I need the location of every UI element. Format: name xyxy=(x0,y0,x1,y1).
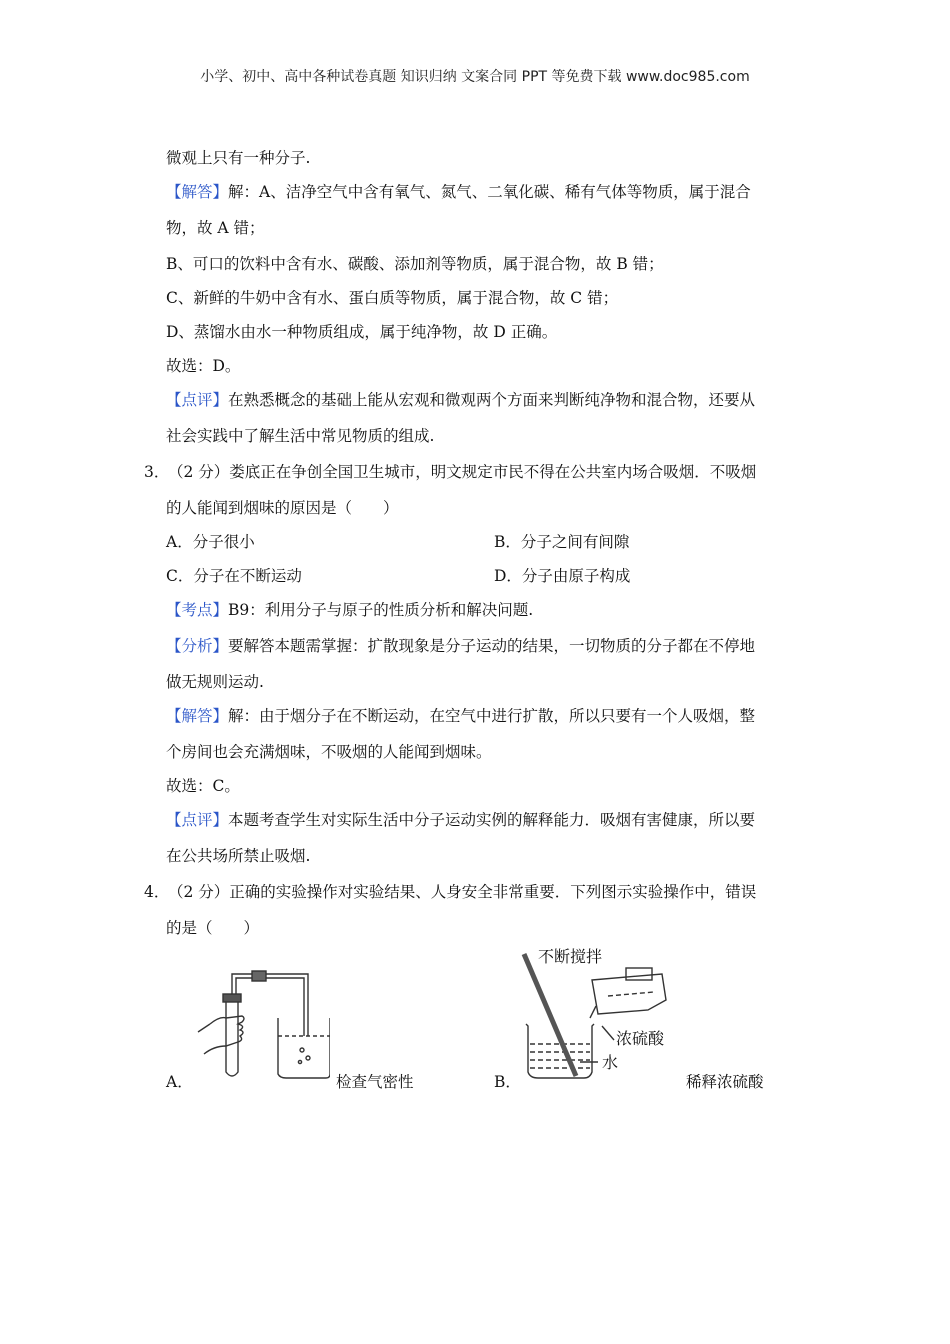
label-concentrated-acid: 浓硫酸 xyxy=(616,1029,665,1048)
q4-option-a-caption: 检查气密性 xyxy=(336,1073,414,1091)
q3-answer-l2: 个房间也会充满烟味，不吸烟的人能闻到烟味。 xyxy=(166,743,492,761)
q2-line0: 微观上只有一种分子. xyxy=(166,149,311,167)
review-tag: 【点评】 xyxy=(166,391,229,409)
q3-point xyxy=(166,600,533,620)
q2-choice: 故选：D。 xyxy=(166,357,241,375)
q3-choice: 故选：C。 xyxy=(166,777,240,795)
q3-point-text: B9：利用分子与原子的性质分析和解决问题. xyxy=(228,601,534,619)
q3-stem-l2: 的人能闻到烟味的原因是（ ） xyxy=(166,499,399,517)
q3-answer-l1: 解：由于烟分子在不断运动，在空气中进行扩散，所以只要有一个人吸烟，整 xyxy=(228,707,756,725)
q4-option-a-letter: A． xyxy=(166,1073,193,1091)
dilute-sulfuric-acid-figure xyxy=(518,944,678,1084)
q4-number: 4． xyxy=(144,883,170,901)
q3-analysis-l1: 要解答本题需掌握：扩散现象是分子运动的结果，一切物质的分子都在不停地 xyxy=(228,637,756,655)
q3-review-l2: 在公共场所禁止吸烟. xyxy=(166,847,311,865)
q4-option-b-caption: 稀释浓硫酸 xyxy=(686,1073,764,1091)
q2-answer-l2: 物，故 A 错； xyxy=(166,219,265,237)
q3-review-l1: 本题考查学生对实际生活中分子运动实例的解释能力．吸烟有害健康，所以要 xyxy=(228,811,756,829)
q3-review xyxy=(166,810,755,830)
q2-answer-l5: D、蒸馏水由水一种物质组成，属于纯净物，故 D 正确。 xyxy=(166,323,558,341)
q2-review-l1: 在熟悉概念的基础上能从宏观和微观两个方面来判断纯净物和混合物，还要从 xyxy=(228,391,756,409)
q3-analysis xyxy=(166,636,755,656)
analysis-tag: 【分析】 xyxy=(166,637,229,655)
q2-answer-l4: C、新鲜的牛奶中含有水、蛋白质等物质，属于混合物，故 C 错； xyxy=(166,289,619,307)
q3-analysis-l2: 做无规则运动. xyxy=(166,673,264,691)
q3-stem-l1: （2 分）娄底正在争创全国卫生城市，明文规定市民不得在公共室内场合吸烟．不吸烟 xyxy=(168,463,757,481)
q3-number: 3． xyxy=(144,463,170,481)
q4-stem-l1: （2 分）正确的实验操作对实验结果、人身安全非常重要．下列图示实验操作中，错误 xyxy=(168,883,757,901)
answer-tag: 【解答】 xyxy=(166,707,229,725)
q3-answer xyxy=(166,706,755,726)
q2-answer-l1: 解：A、洁净空气中含有氧气、氮气、二氧化碳、稀有气体等物质，属于混合 xyxy=(228,183,751,201)
q2-review xyxy=(166,390,755,410)
q2-answer xyxy=(166,182,751,202)
label-water: 水 xyxy=(602,1053,619,1072)
q3-option-c: C．分子在不断运动 xyxy=(166,567,302,585)
q2-answer-l3: B、可口的饮料中含有水、碳酸、添加剂等物质，属于混合物，故 B 错； xyxy=(166,255,664,273)
q3-option-a: A．分子很小 xyxy=(166,533,255,551)
q2-review-l2: 社会实践中了解生活中常见物质的组成. xyxy=(166,427,435,445)
q4-stem-l2: 的是（ ） xyxy=(166,919,260,937)
airtightness-check-figure xyxy=(190,966,330,1086)
q4-option-b-letter: B． xyxy=(494,1073,521,1091)
point-tag: 【考点】 xyxy=(166,601,229,619)
review-tag: 【点评】 xyxy=(166,811,229,829)
q3-option-d: D．分子由原子构成 xyxy=(494,567,631,585)
label-stir: 不断搅拌 xyxy=(538,947,603,966)
page-header: 小学、初中、高中各种试卷真题 知识归纳 文案合同 PPT 等免费下载 www.doc985.com xyxy=(200,69,750,85)
answer-tag: 【解答】 xyxy=(166,183,229,201)
q3-option-b: B．分子之间有间隙 xyxy=(494,533,630,551)
